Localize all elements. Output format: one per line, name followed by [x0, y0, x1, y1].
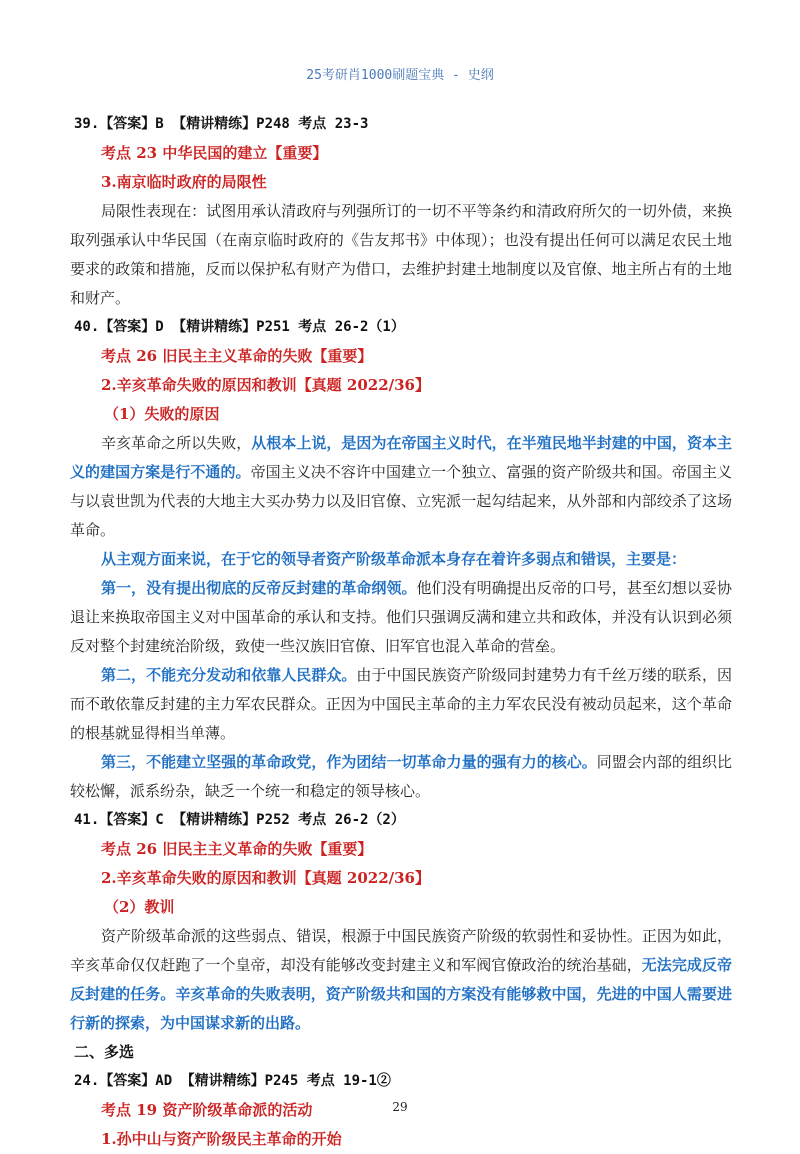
q24-subtopic: 1.孙中山与资产阶级民主革命的开始	[101, 1130, 342, 1148]
section-heading-multi: 二、多选	[74, 1043, 135, 1061]
q39-paragraph: 局限性表现在：试图用承认清政府与列强所订的一切不平等条约和清政府所欠的一切外债，来换取列强承认中华民国（在南京临时政府的《告友邦书》中体现）；也没有提出任何可以满足农民土地要求的政策和措施，反而以保护私有财产为借口，去维护封建土地制度以及官僚、地主所占有的土地和财产。	[70, 202, 732, 307]
q40-paragraph-5	[70, 748, 732, 806]
q40-paragraph-4	[70, 661, 732, 748]
q40-p3-highlight: 第一，没有提出彻底的反帝反封建的革命纲领。	[101, 579, 417, 597]
q41-answer-line: 41.【答案】C 【精讲精练】P252 考点 26-2（2）	[74, 812, 405, 828]
q40-p3-rest: 他们没有明确提出反帝的口号，甚至幻想以妥协退让来换取帝国主义对中国革命的承认和支持。他们只强调反满和建立共和政体，并没有认识到必须反对整个封建统治阶级，致使一些汉族旧官僚、旧军官也混入革命的营垒。	[70, 579, 732, 655]
q40-paragraph-1	[70, 429, 732, 545]
q41-topic: 考点 26 旧民主主义革命的失败【重要】	[101, 840, 373, 858]
q40-subtopic: 2.辛亥革命失败的原因和教训【真题 2022/36】	[101, 376, 430, 394]
q41-subtopic: 2.辛亥革命失败的原因和教训【真题 2022/36】	[101, 869, 430, 887]
q39-topic: 考点 23 中华民国的建立【重要】	[101, 144, 328, 162]
q40-p1-rest: 帝国主义决不容许中国建立一个独立、富强的资产阶级共和国。帝国主义与以袁世凯为代表的大地主大买办势力以及旧官僚、立宪派一起勾结起来，从外部和内部绞杀了这场革命。	[70, 463, 732, 539]
q40-p1-plain: 辛亥革命之所以失败，	[101, 434, 252, 452]
q40-p4-highlight: 第二，不能充分发动和依靠人民群众。	[101, 666, 357, 684]
q41-p-highlight: 无法完成反帝反封建的任务。辛亥革命的失败表明，资产阶级共和国的方案没有能够救中国，先进的中国人需要进行新的探索，为中国谋求新的出路。	[70, 956, 732, 1032]
q39-answer-line: 39.【答案】B 【精讲精练】P248 考点 23-3	[74, 116, 369, 132]
document-body	[70, 110, 732, 1154]
q40-p5-highlight: 第三，不能建立坚强的革命政党，作为团结一切革命力量的强有力的核心。	[101, 753, 597, 771]
q41-paragraph	[70, 922, 732, 1038]
page-number: 29	[392, 1100, 408, 1114]
q39-subtopic: 3.南京临时政府的局限性	[101, 173, 267, 191]
page-header: 25考研肖1000刷题宝典 - 史纲	[306, 68, 494, 83]
q41-sub-heading: （2）教训	[104, 898, 175, 916]
q40-answer-line: 40.【答案】D 【精讲精练】P251 考点 26-2（1）	[74, 319, 405, 335]
q40-paragraph-2: 从主观方面来说，在于它的领导者资产阶级革命派本身存在着许多弱点和错误，主要是：	[101, 550, 687, 568]
q40-p1-highlight: 从根本上说，是因为在帝国主义时代，在半殖民地半封建的中国，资本主义的建国方案是行不通的。	[70, 434, 732, 481]
q24-topic: 考点 19 资产阶级革命派的活动	[101, 1101, 313, 1119]
q40-p5-rest: 同盟会内部的组织比较松懈，派系纷杂，缺乏一个统一和稳定的领导核心。	[70, 753, 732, 800]
q40-sub-heading: （1）失败的原因	[104, 405, 220, 423]
q40-paragraph-3	[70, 574, 732, 661]
q24-answer-line: 24.【答案】AD 【精讲精练】P245 考点 19-1②	[74, 1073, 391, 1089]
q41-p-plain: 资产阶级革命派的这些弱点、错误，根源于中国民族资产阶级的软弱性和妥协性。正因为如此，辛亥革命仅仅赶跑了一个皇帝，却没有能够改变封建主义和军阀官僚政治的统治基础，	[70, 927, 732, 974]
q40-p4-rest: 由于中国民族资产阶级同封建势力有千丝万缕的联系，因而不敢依靠反封建的主力军农民群众。正因为中国民主革命的主力军农民没有被动员起来，这个革命的根基就显得相当单薄。	[70, 666, 732, 742]
q40-topic: 考点 26 旧民主主义革命的失败【重要】	[101, 347, 373, 365]
